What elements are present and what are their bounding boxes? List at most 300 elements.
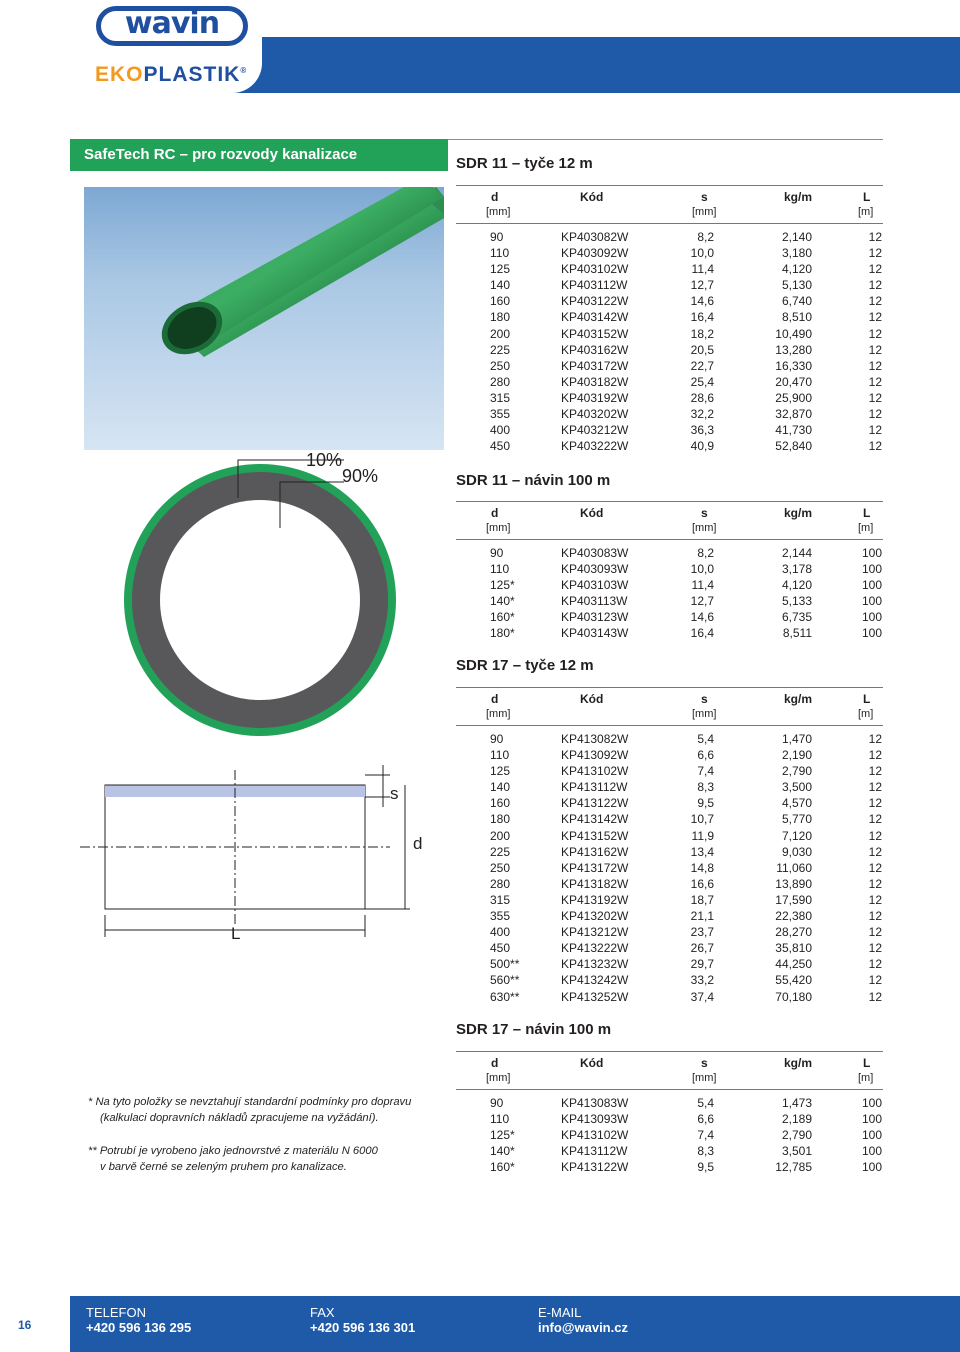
- cell-s: 16,6: [690, 876, 714, 891]
- table-row: [456, 908, 883, 924]
- cell-code: KP403202W: [561, 407, 629, 422]
- header-d: d: [491, 1056, 499, 1070]
- note-1-line-1: * Na tyto položky se nevztahují standardní podmínky pro dopravu: [88, 1096, 412, 1108]
- cell-L: 12: [868, 342, 882, 357]
- table-row: [456, 245, 883, 261]
- cell-kgm: 11,060: [776, 860, 812, 875]
- cell-code: KP403152W: [561, 326, 629, 341]
- table-row: [456, 625, 883, 641]
- cell-kgm: 1,470: [781, 732, 812, 746]
- cell-d: 125: [490, 764, 511, 779]
- cell-d: 140: [490, 278, 511, 293]
- fax-label: FAX: [310, 1305, 335, 1320]
- cell-d: 110: [490, 748, 510, 763]
- table-row: [456, 1127, 883, 1143]
- cell-kgm: 5,133: [781, 594, 812, 609]
- cell-code: KP413092W: [561, 748, 629, 763]
- cell-d: 110: [490, 562, 510, 577]
- cell-code: KP403212W: [561, 423, 629, 438]
- cell-s: 8,3: [697, 1144, 714, 1159]
- cell-kgm: 20,470: [775, 374, 812, 389]
- table-row: [456, 545, 883, 561]
- cell-kgm: 8,510: [781, 310, 812, 325]
- table-sdr17-coil: [456, 1051, 883, 1175]
- unit-d: [mm]: [486, 522, 511, 534]
- cell-kgm: 2,189: [781, 1112, 812, 1127]
- cell-d: 630**: [490, 989, 520, 1004]
- section-title-sdr11-bars: SDR 11 – tyče 12 m: [456, 155, 593, 172]
- cell-s: 8,3: [697, 780, 714, 795]
- table-row: [456, 860, 883, 876]
- cell-s: 11,4: [691, 262, 714, 277]
- cell-L: 12: [868, 844, 882, 859]
- table-row: [456, 293, 883, 309]
- cell-L: 12: [868, 230, 882, 244]
- cell-d: 160*: [490, 610, 515, 625]
- header-code: Kód: [580, 692, 604, 706]
- cell-kgm: 1,473: [781, 1096, 812, 1110]
- cell-code: KP403143W: [561, 626, 629, 641]
- header-L: L: [863, 190, 871, 204]
- cell-L: 12: [868, 246, 882, 261]
- table-row: [456, 844, 883, 860]
- cell-d: 250: [490, 860, 511, 875]
- unit-s: [mm]: [692, 522, 717, 534]
- cell-kgm: 5,770: [781, 812, 812, 827]
- cell-code: KP403142W: [561, 310, 629, 325]
- cell-kgm: 4,120: [781, 578, 812, 593]
- table-row: [456, 763, 883, 779]
- cell-L: 12: [868, 973, 882, 988]
- unit-d: [mm]: [486, 206, 511, 218]
- cell-code: KP413112W: [561, 1144, 628, 1159]
- cell-kgm: 13,890: [775, 876, 812, 891]
- cell-s: 26,7: [690, 941, 714, 956]
- table-row: [456, 342, 883, 358]
- cell-kgm: 7,120: [781, 828, 812, 843]
- table-header: [456, 1051, 883, 1090]
- cell-s: 14,6: [690, 610, 714, 625]
- cell-d: 355: [490, 909, 511, 924]
- cell-code: KP413152W: [561, 828, 629, 843]
- note-1-line-2: (kalkulaci dopravních nákladů zpracujeme na vyžádání).: [100, 1112, 379, 1124]
- cell-kgm: 32,870: [775, 407, 812, 422]
- cell-code: KP403102W: [561, 262, 629, 277]
- table-sdr17-bars: [456, 687, 883, 1005]
- header-code: Kód: [580, 506, 604, 520]
- table-row: [456, 892, 883, 908]
- cell-d: 450: [490, 941, 511, 956]
- table-row: [456, 438, 883, 454]
- section-title-sdr17-coil: SDR 17 – návin 100 m: [456, 1021, 612, 1038]
- label-90-percent: 90%: [342, 466, 379, 486]
- cell-d: 500**: [490, 957, 520, 972]
- cell-code: KP403093W: [561, 562, 629, 577]
- cell-d: 225: [490, 844, 511, 859]
- cell-d: 315: [490, 390, 511, 405]
- table-row: [456, 1111, 883, 1127]
- cell-s: 20,5: [690, 342, 714, 357]
- cell-d: 140: [490, 780, 511, 795]
- fax-value: +420 596 136 301: [310, 1320, 416, 1335]
- page-title: SafeTech RC – pro rozvody kanalizace: [84, 146, 358, 163]
- phone-value: +420 596 136 295: [86, 1320, 192, 1335]
- cell-L: 12: [868, 796, 882, 811]
- cell-L: 12: [868, 748, 882, 763]
- cell-L: 12: [868, 780, 882, 795]
- cell-L: 100: [861, 626, 882, 641]
- cell-code: KP413212W: [561, 925, 629, 940]
- table-row: [456, 390, 883, 406]
- cell-L: 12: [868, 278, 882, 293]
- cell-kgm: 4,120: [781, 262, 812, 277]
- footnotes: [88, 1094, 428, 1192]
- cell-d: 280: [490, 876, 511, 891]
- page-number: 16: [18, 1318, 32, 1332]
- cell-d: 315: [490, 892, 511, 907]
- cell-s: 13,4: [690, 844, 714, 859]
- unit-L: [m]: [858, 1072, 874, 1084]
- cell-code: KP413102W: [561, 1128, 629, 1143]
- table-row: [456, 940, 883, 956]
- cell-kgm: 3,500: [781, 780, 812, 795]
- cell-s: 25,4: [690, 374, 714, 389]
- cell-L: 100: [861, 1128, 882, 1143]
- cell-d: 125*: [490, 1128, 515, 1143]
- header-kgm: kg/m: [784, 692, 813, 706]
- header-s: s: [701, 692, 708, 706]
- cell-s: 8,2: [697, 546, 714, 560]
- note-2-line-2: v barvě černé se zeleným pruhem pro kanalizace.: [100, 1161, 347, 1173]
- cell-L: 12: [868, 876, 882, 891]
- cell-code: KP413182W: [561, 876, 629, 891]
- table-row: [456, 358, 883, 374]
- cell-code: KP403182W: [561, 374, 629, 389]
- cell-kgm: 8,511: [782, 626, 812, 641]
- footer-phone: [86, 1305, 191, 1335]
- cell-L: 12: [868, 957, 882, 972]
- cell-d: 400: [490, 423, 511, 438]
- cell-code: KP403123W: [561, 610, 629, 625]
- table-row: [456, 828, 883, 844]
- cell-d: 355: [490, 407, 511, 422]
- table-sdr11-coil: [456, 501, 883, 642]
- cell-d: 140*: [490, 594, 515, 609]
- cell-d: 200: [490, 828, 511, 843]
- table-row: [456, 261, 883, 277]
- cell-s: 28,6: [690, 390, 714, 405]
- cell-s: 10,0: [690, 246, 714, 261]
- cell-kgm: 25,900: [775, 390, 812, 405]
- cell-L: 12: [868, 860, 882, 875]
- cell-code: KP403112W: [561, 278, 628, 293]
- cell-code: KP413122W: [561, 796, 629, 811]
- table-row: [456, 561, 883, 577]
- table-row: [456, 326, 883, 342]
- cell-L: 100: [861, 610, 882, 625]
- cell-d: 90: [490, 546, 504, 560]
- table-row: [456, 747, 883, 763]
- table-row: [456, 876, 883, 892]
- cell-L: 12: [868, 892, 882, 907]
- table-row: [456, 795, 883, 811]
- cell-d: 180: [490, 310, 511, 325]
- cell-code: KP413232W: [561, 957, 629, 972]
- title-bar: [70, 139, 448, 171]
- cell-kgm: 10,490: [775, 326, 812, 341]
- cell-L: 12: [868, 732, 882, 746]
- cell-code: KP403103W: [561, 578, 629, 593]
- cell-code: KP413082W: [561, 732, 629, 746]
- cell-kgm: 3,178: [781, 562, 812, 577]
- cell-code: KP413122W: [561, 1160, 629, 1175]
- unit-s: [mm]: [692, 1072, 717, 1084]
- cell-s: 7,4: [697, 764, 714, 779]
- table-sdr11-bars: [456, 185, 883, 454]
- cell-kgm: 6,735: [781, 610, 812, 625]
- cell-code: KP413102W: [561, 764, 629, 779]
- email-label: E-MAIL: [538, 1305, 582, 1320]
- cell-s: 14,6: [690, 294, 714, 309]
- cell-code: KP413222W: [561, 941, 629, 956]
- dimension-s: s: [390, 784, 399, 803]
- cell-kgm: 2,144: [781, 546, 812, 560]
- cell-code: KP413202W: [561, 909, 629, 924]
- cell-L: 100: [861, 594, 882, 609]
- header-d: d: [491, 190, 499, 204]
- table-row: [456, 577, 883, 593]
- header-kgm: kg/m: [784, 506, 813, 520]
- header-L: L: [863, 692, 871, 706]
- cell-kgm: 5,130: [781, 278, 812, 293]
- cell-code: KP413192W: [561, 892, 629, 907]
- cell-s: 10,7: [690, 812, 714, 827]
- table-header: [456, 185, 883, 224]
- table-row: [456, 1095, 883, 1111]
- unit-L: [m]: [858, 708, 874, 720]
- cell-code: KP403083W: [561, 546, 629, 560]
- cell-s: 22,7: [690, 358, 714, 373]
- table-row: [456, 406, 883, 422]
- table-row: [456, 924, 883, 940]
- cell-L: 12: [868, 989, 882, 1004]
- cell-kgm: 2,790: [781, 764, 812, 779]
- section-title-sdr17-bars: SDR 17 – tyče 12 m: [456, 657, 594, 674]
- table-row: [456, 956, 883, 972]
- cell-d: 110: [490, 1112, 510, 1127]
- cell-s: 36,3: [690, 423, 714, 438]
- cell-d: 250: [490, 358, 511, 373]
- cell-d: 90: [490, 1096, 504, 1110]
- cell-s: 6,6: [697, 1112, 714, 1127]
- cell-d: 450: [490, 439, 511, 454]
- cell-s: 8,2: [697, 230, 714, 244]
- cell-kgm: 41,730: [775, 423, 812, 438]
- cell-L: 12: [868, 909, 882, 924]
- cell-d: 400: [490, 925, 511, 940]
- wavin-logo: wavin: [96, 6, 248, 46]
- cell-s: 12,7: [690, 594, 714, 609]
- cross-section-diagram: [90, 452, 430, 752]
- cell-s: 37,4: [690, 989, 714, 1004]
- unit-s: [mm]: [692, 206, 717, 218]
- cell-L: 12: [868, 423, 882, 438]
- cell-d: 560**: [490, 973, 520, 988]
- table-row: [456, 989, 883, 1005]
- cell-kgm: 3,501: [781, 1144, 812, 1159]
- cell-s: 7,4: [697, 1128, 714, 1143]
- cell-s: 29,7: [690, 957, 714, 972]
- cell-d: 225: [490, 342, 511, 357]
- cell-kgm: 35,810: [775, 941, 812, 956]
- cell-s: 5,4: [697, 1096, 714, 1110]
- title-rule: [448, 139, 883, 140]
- cell-s: 33,2: [690, 973, 714, 988]
- cell-s: 5,4: [697, 732, 714, 746]
- cell-code: KP403092W: [561, 246, 629, 261]
- cell-kgm: 52,840: [775, 439, 812, 454]
- cell-L: 12: [868, 439, 882, 454]
- cell-L: 12: [868, 764, 882, 779]
- cell-kgm: 2,790: [781, 1128, 812, 1143]
- cell-code: KP413252W: [561, 989, 629, 1004]
- header-d: d: [491, 506, 499, 520]
- header-d: d: [491, 692, 499, 706]
- header-L: L: [863, 506, 871, 520]
- cell-code: KP413093W: [561, 1112, 629, 1127]
- header-code: Kód: [580, 1056, 604, 1070]
- cell-d: 140*: [490, 1144, 515, 1159]
- table-row: [456, 593, 883, 609]
- cell-d: 200: [490, 326, 511, 341]
- cell-d: 90: [490, 230, 504, 244]
- cell-L: 100: [861, 562, 882, 577]
- unit-L: [m]: [858, 522, 874, 534]
- cell-kgm: 2,140: [781, 230, 812, 244]
- table-row: [456, 1143, 883, 1159]
- cell-L: 12: [868, 941, 882, 956]
- cell-kgm: 12,785: [775, 1160, 812, 1175]
- header-s: s: [701, 506, 708, 520]
- pipe-photo: [84, 187, 444, 450]
- unit-L: [m]: [858, 206, 874, 218]
- cell-L: 12: [868, 310, 882, 325]
- cell-d: 90: [490, 732, 504, 746]
- cell-s: 21,1: [690, 909, 714, 924]
- cell-code: KP413083W: [561, 1096, 629, 1110]
- cell-code: KP403122W: [561, 294, 629, 309]
- table-row: [456, 811, 883, 827]
- cell-kgm: 13,280: [775, 342, 812, 357]
- cell-d: 160: [490, 294, 511, 309]
- dimension-d: d: [413, 834, 423, 853]
- cell-L: 12: [868, 294, 882, 309]
- unit-d: [mm]: [486, 708, 511, 720]
- cell-L: 100: [861, 1160, 882, 1175]
- cell-L: 12: [868, 326, 882, 341]
- ekoplastik-logo: EKOPLASTIK®: [95, 63, 248, 86]
- cell-kgm: 70,180: [775, 989, 812, 1004]
- unit-d: [mm]: [486, 1072, 511, 1084]
- cell-s: 9,5: [697, 1160, 714, 1175]
- cell-L: 100: [861, 1096, 882, 1110]
- table-header: [456, 687, 883, 726]
- footer-bar: [70, 1296, 960, 1352]
- cell-L: 12: [868, 407, 882, 422]
- cell-s: 40,9: [690, 439, 714, 454]
- cell-d: 180*: [490, 626, 515, 641]
- table-row: [456, 309, 883, 325]
- cell-code: KP413172W: [561, 860, 629, 875]
- header-kgm: kg/m: [784, 1056, 813, 1070]
- table-header: [456, 501, 883, 540]
- cell-L: 12: [868, 925, 882, 940]
- cell-L: 12: [868, 374, 882, 389]
- cell-d: 180: [490, 812, 511, 827]
- cell-s: 18,2: [690, 326, 714, 341]
- header-kgm: kg/m: [784, 190, 813, 204]
- cell-d: 110: [490, 246, 510, 261]
- cell-d: 280: [490, 374, 511, 389]
- cell-code: KP413162W: [561, 844, 629, 859]
- dimension-drawing: [80, 765, 423, 945]
- cell-s: 6,6: [697, 748, 714, 763]
- cell-L: 12: [868, 262, 882, 277]
- table-row: [456, 229, 883, 245]
- cell-L: 12: [868, 390, 882, 405]
- cell-s: 14,8: [690, 860, 714, 875]
- table-row: [456, 972, 883, 988]
- cell-s: 16,4: [690, 310, 714, 325]
- cell-s: 9,5: [697, 796, 714, 811]
- cell-L: 100: [861, 578, 882, 593]
- email-value[interactable]: info@wavin.cz: [538, 1320, 628, 1335]
- header-code: Kód: [580, 190, 604, 204]
- cell-s: 16,4: [690, 626, 714, 641]
- cell-code: KP413112W: [561, 780, 628, 795]
- cell-code: KP413242W: [561, 973, 629, 988]
- cell-s: 10,0: [690, 562, 714, 577]
- cell-d: 125: [490, 262, 511, 277]
- cell-L: 100: [861, 546, 882, 560]
- cell-code: KP413142W: [561, 812, 629, 827]
- table-row: [456, 779, 883, 795]
- cell-d: 125*: [490, 578, 515, 593]
- cell-kgm: 4,570: [781, 796, 812, 811]
- label-10-percent: 10%: [306, 450, 343, 470]
- cell-code: KP403172W: [561, 358, 629, 373]
- cell-d: 160: [490, 796, 511, 811]
- cell-s: 32,2: [690, 407, 714, 422]
- dimension-L: L: [231, 924, 241, 943]
- header-L: L: [863, 1056, 871, 1070]
- section-title-sdr11-coil: SDR 11 – návin 100 m: [456, 472, 611, 489]
- cell-d: 160*: [490, 1160, 515, 1175]
- table-row: [456, 609, 883, 625]
- cell-code: KP403082W: [561, 230, 629, 244]
- unit-s: [mm]: [692, 708, 717, 720]
- footer-fax: [310, 1305, 415, 1335]
- cell-code: KP403162W: [561, 342, 629, 357]
- cell-kgm: 3,180: [781, 246, 812, 261]
- cell-kgm: 44,250: [775, 957, 812, 972]
- header-s: s: [701, 1056, 708, 1070]
- cell-kgm: 9,030: [781, 844, 812, 859]
- cell-kgm: 6,740: [781, 294, 812, 309]
- cell-kgm: 28,270: [775, 925, 812, 940]
- cell-kgm: 55,420: [775, 973, 812, 988]
- cell-L: 12: [868, 828, 882, 843]
